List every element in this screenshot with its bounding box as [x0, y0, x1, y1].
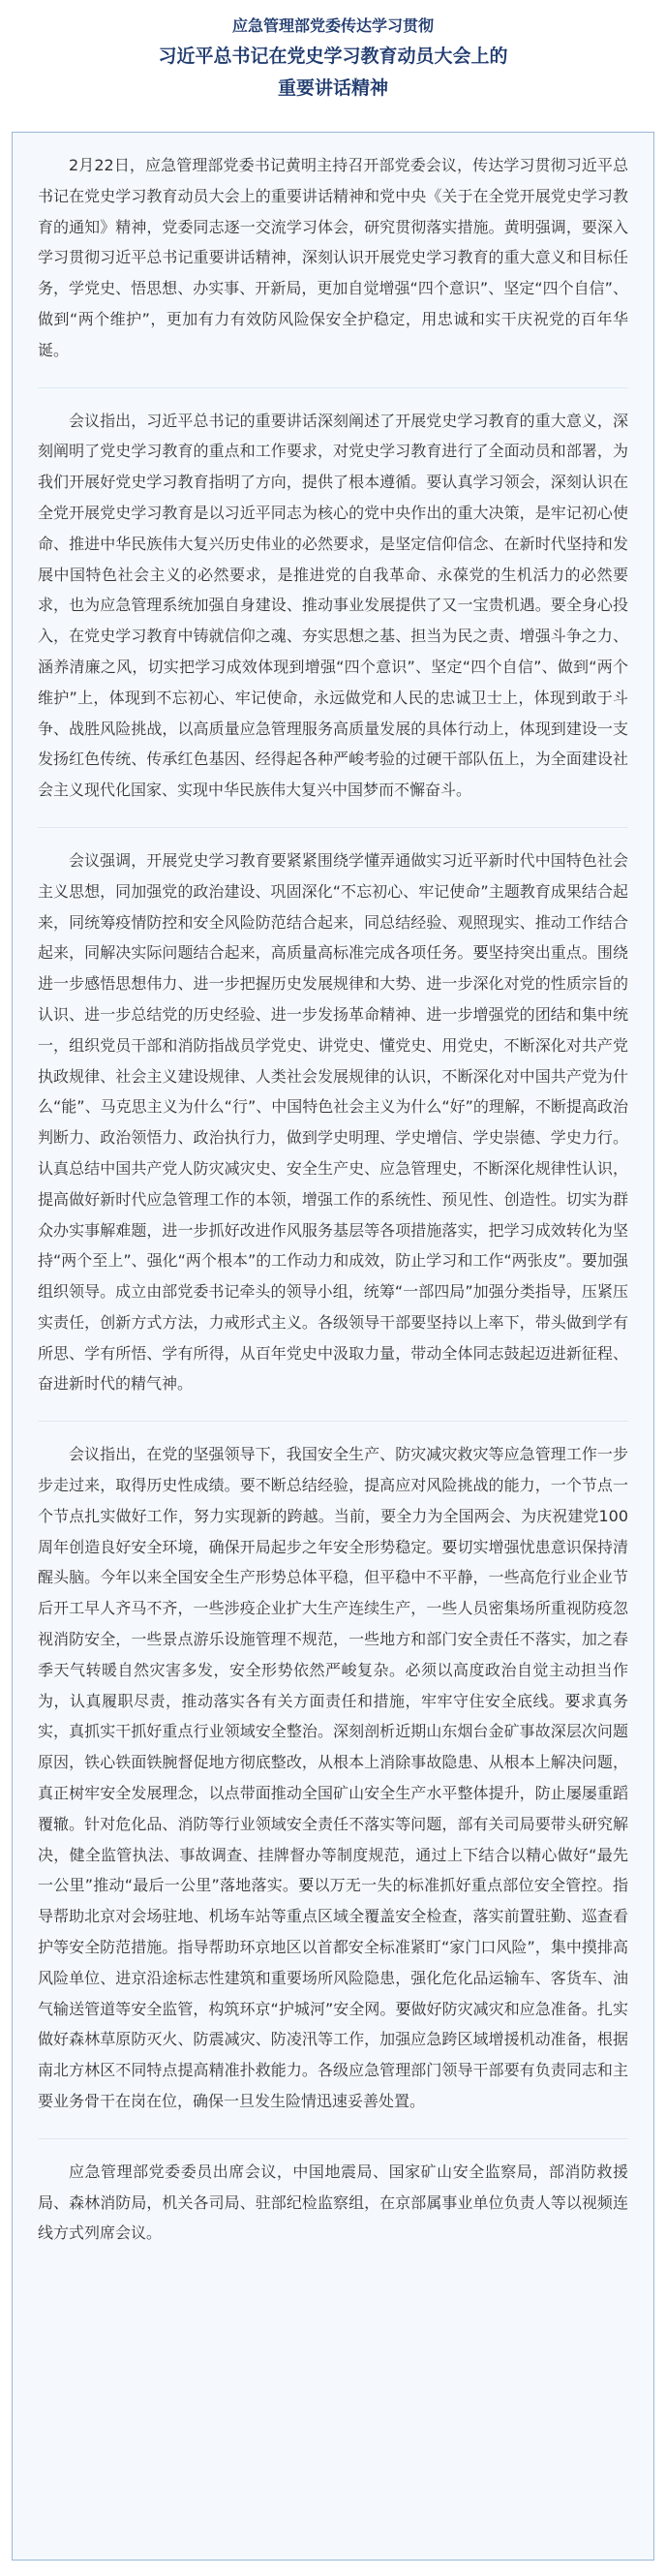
paragraph-1: 2月22日，应急管理部党委书记黄明主持召开部党委会议，传达学习贯彻习近平总书记在党史学习教育动员大会上的重要讲话精神和党中央《关于在全党开展党史学习教育的通知》精神，党委同志逐一交流学习体会，研究贯彻落实措施。黄明强调，要深入学习贯彻习近平总书记重要讲话精神，深刻认识开展党史学习教育的重大意义和目标任务，学党史、悟思想、办实事、开新局，更加自觉增强“四个意识”、坚定“四个自信”、做到“两个维护”，更加有力有效防风险保安全护稳定，用忠诚和实干庆祝党的百年华诞。: [38, 156, 628, 359]
page-subtitle: 应急管理部党委传达学习贯彻: [231, 16, 434, 35]
paragraph-4-lead-e: 要: [395, 1999, 411, 2018]
title-block: [0, 0, 666, 105]
paragraph-2: 会议指出，习近平总书记的重要讲话深刻阐述了开展党史学习教育的重大意义，深刻阐明了党史学习教育的重点和工作要求，对党史学习教育进行了全面动员和部署，为我们开展好党史学习教育指明了方向，提供了根本遵循。要认真学习领会，深刻认识在全党开展党史学习教育是以习近平同志为核心的党中央作出的重大决策，是牢记初心使命、推进中华民族伟大复兴历史伟业的必然要求，是坚定信仰信念、在新时代坚持和发展中国特色社会主义的必然要求，是推进党的自我革命、永葆党的生机活力的必然要求，也为应急管理系统加强自身建设、推动事业发展提供了又一宝贵机遇。要全身心投入，在党史学习教育中铸就信仰之魂、夯实思想之基、担当为民之责、增强斗争之力、涵养清廉之风，切实把学习成效体现到增强“四个意识”、坚定“四个自信”、做到“两个维护”上，体现到不忘初心、牢记使命，永远做党和人民的忠诚卫士上，体现到敢于斗争、战胜风险挑战，以高质量应急管理服务高质量发展的具体行动上，体现到建设一支发扬红色传统、传承红色基因、经得起各种严峻考验的过硬干部队伍上，为全面建设社会主义现代化国家、实现中华民族伟大复兴中国梦而不懈奋斗。: [38, 411, 628, 800]
paragraph-divider: [38, 387, 628, 388]
paragraph-3: [38, 845, 628, 1399]
paragraph-4-text-d: 以万无一失的标准抓好重点部位安全管控。指导帮助北京对会场驻地、机场车站等重点区域全覆盖安全检查，落实前置驻勤、巡查看护等安全防范措施。指导帮助环京地区以首都安全标准紧盯“家门口风险”，集中摸排高风险单位、进京沿途标志性建筑和重要场所风险隐患，强化危化品运输车、客货车、油气输送管道等安全监管，构筑环京“护城河”安全网。: [38, 1876, 628, 2018]
article-body: [12, 132, 654, 2561]
paragraph-3-lead-b: 要: [472, 943, 489, 963]
paragraph-4: [38, 1439, 628, 2117]
paragraph-divider: [38, 2138, 628, 2139]
paragraph-4-lead-b: 要: [441, 1537, 458, 1556]
paragraph-4-text-a: 会议指出，在党的坚强领导下，我国安全生产、防灾减灾救灾等应急管理工作一步步走过来，取得历史性成绩。要不断总结经验，提高应对风险挑战的能力，一个节点一个节点扎实做好工作，努力实现新的跨越。当前，要全力为全国两会、为庆祝建党100周年创造良好安全环境，确保开局起步之年安全形势稳定。: [38, 1445, 628, 1556]
paragraph-4-lead-c: 要: [564, 1691, 581, 1710]
paragraph-divider: [38, 1421, 628, 1422]
paragraph-3-text-b: 坚持突出重点。围绕进一步感悟思想伟力、进一步把握历史发展规律和大势、进一步深化对党的性质宗旨的认识、进一步总结党的历史经验、进一步发扬革命精神、进一步增强党的团结和集中统一，组织党员干部和消防指战员学党史、讲党史、懂党史、用党史，不断深化对共产党执政规律、社会主义建设规律、人类社会发展规律的认识，不断深化对中国共产党为什么“能”、马克思主义为什么“行”、中国特色社会主义为什么“好”的理解，不断提高政治判断力、政治领悟力、政治执行力，做到学史明理、学史增信、学史崇德、学史力行。认真总结中国共产党人防灾减灾史、安全生产史、应急管理史，不断深化规律性认识，提高做好新时代应急管理工作的本领，增强工作的系统性、预见性、创造性。切实为群众办实事解难题，进一步抓好改进作风服务基层等各项措施落实，把学习成效转化为坚持“两个至上”、强化“两个根本”的工作动力和成效，防止学习和工作“两张皮”。: [38, 943, 628, 1271]
page-title-line-2: 重要讲话精神: [277, 77, 388, 99]
paragraph-divider: [38, 827, 628, 828]
paragraph-4-text-c: 求真务实，真抓实干抓好重点行业领域安全整治。深刻剖析近期山东烟台金矿事故深层次问题原因，铁心铁面铁腕督促地方彻底整改，从根本上消除事故隐患、从根本上解决问题，真正树牢安全发展理念，以点带面推动全国矿山安全生产水平整体提升，防止屡屡重蹈覆辙。针对危化品、消防等行业领域安全责任不落实等问题，部有关司局要带头研究解决，健全监管执法、事故调查、挂牌督办等制度规范，通过上下结合以精心做好“最先一公里”推动“最后一公里”落地落实。: [38, 1691, 628, 1895]
paragraph-4-text-b: 切实增强忧患意识保持清醒头脑。今年以来全国安全生产形势总体平稳，但平稳中不平静，一些高危行业企业节后开工早人齐马不齐，一些涉疫企业扩大生产连续生产，一些人员密集场所重视防疫忽视消防安全，一些景点游乐设施管理不规范，一些地方和部门安全责任不落实，加之春季天气转暖自然灾害多发，安全形势依然严峻复杂。必须以高度政治自觉主动担当作为，认真履职尽责，推动落实各有关方面责任和措施，牢牢守住安全底线。: [38, 1537, 628, 1710]
paragraph-5: 应急管理部党委委员出席会议，中国地震局、国家矿山安全监察局，部消防救援局、森林消防局，机关各司局、驻部纪检监察组，在京部属事业单位负责人等以视频连线方式列席会议。: [38, 2162, 628, 2243]
paragraph-3-text-a: 会议强调，开展党史学习教育要紧紧围绕学懂弄通做实习近平新时代中国特色社会主义思想，同加强党的政治建设、巩固深化“不忘初心、牢记使命”主题教育成果结合起来，同统筹疫情防控和安全风险防范结合起来，同总结经验、观照现实、推动工作结合起来，同解决实际问题结合起来，高质量高标准完成各项任务。: [38, 850, 628, 963]
paragraph-3-lead-c: 要: [581, 1251, 597, 1271]
paragraph-4-lead-d: 要: [298, 1876, 315, 1895]
paragraph-3-text-c: 加强组织领导。成立由部党委书记牵头的领导小组，统筹“一部四局”加强分类指导，压紧压实责任，创新方式方法，力戒形式主义。各级领导干部要坚持以上率下，带头做到学有所思、学有所悟、学有所得，从百年党史中汲取力量，带动全体同志鼓起迈进新征程、奋进新时代的精气神。: [38, 1251, 628, 1394]
page-title-line-1: 习近平总书记在党史学习教育动员大会上的: [158, 46, 508, 67]
paragraph-4-text-e: 做好防灾减灾和应急准备。扎实做好森林草原防灭火、防震减灾、防凌汛等工作，加强应急跨区域增援机动准备，根据南北方林区不同特点提高精准扑救能力。各级应急管理部门领导干部要有负责同志和主要业务骨干在岗在位，确保一旦发生险情迅速妥善处置。: [38, 1999, 628, 2111]
